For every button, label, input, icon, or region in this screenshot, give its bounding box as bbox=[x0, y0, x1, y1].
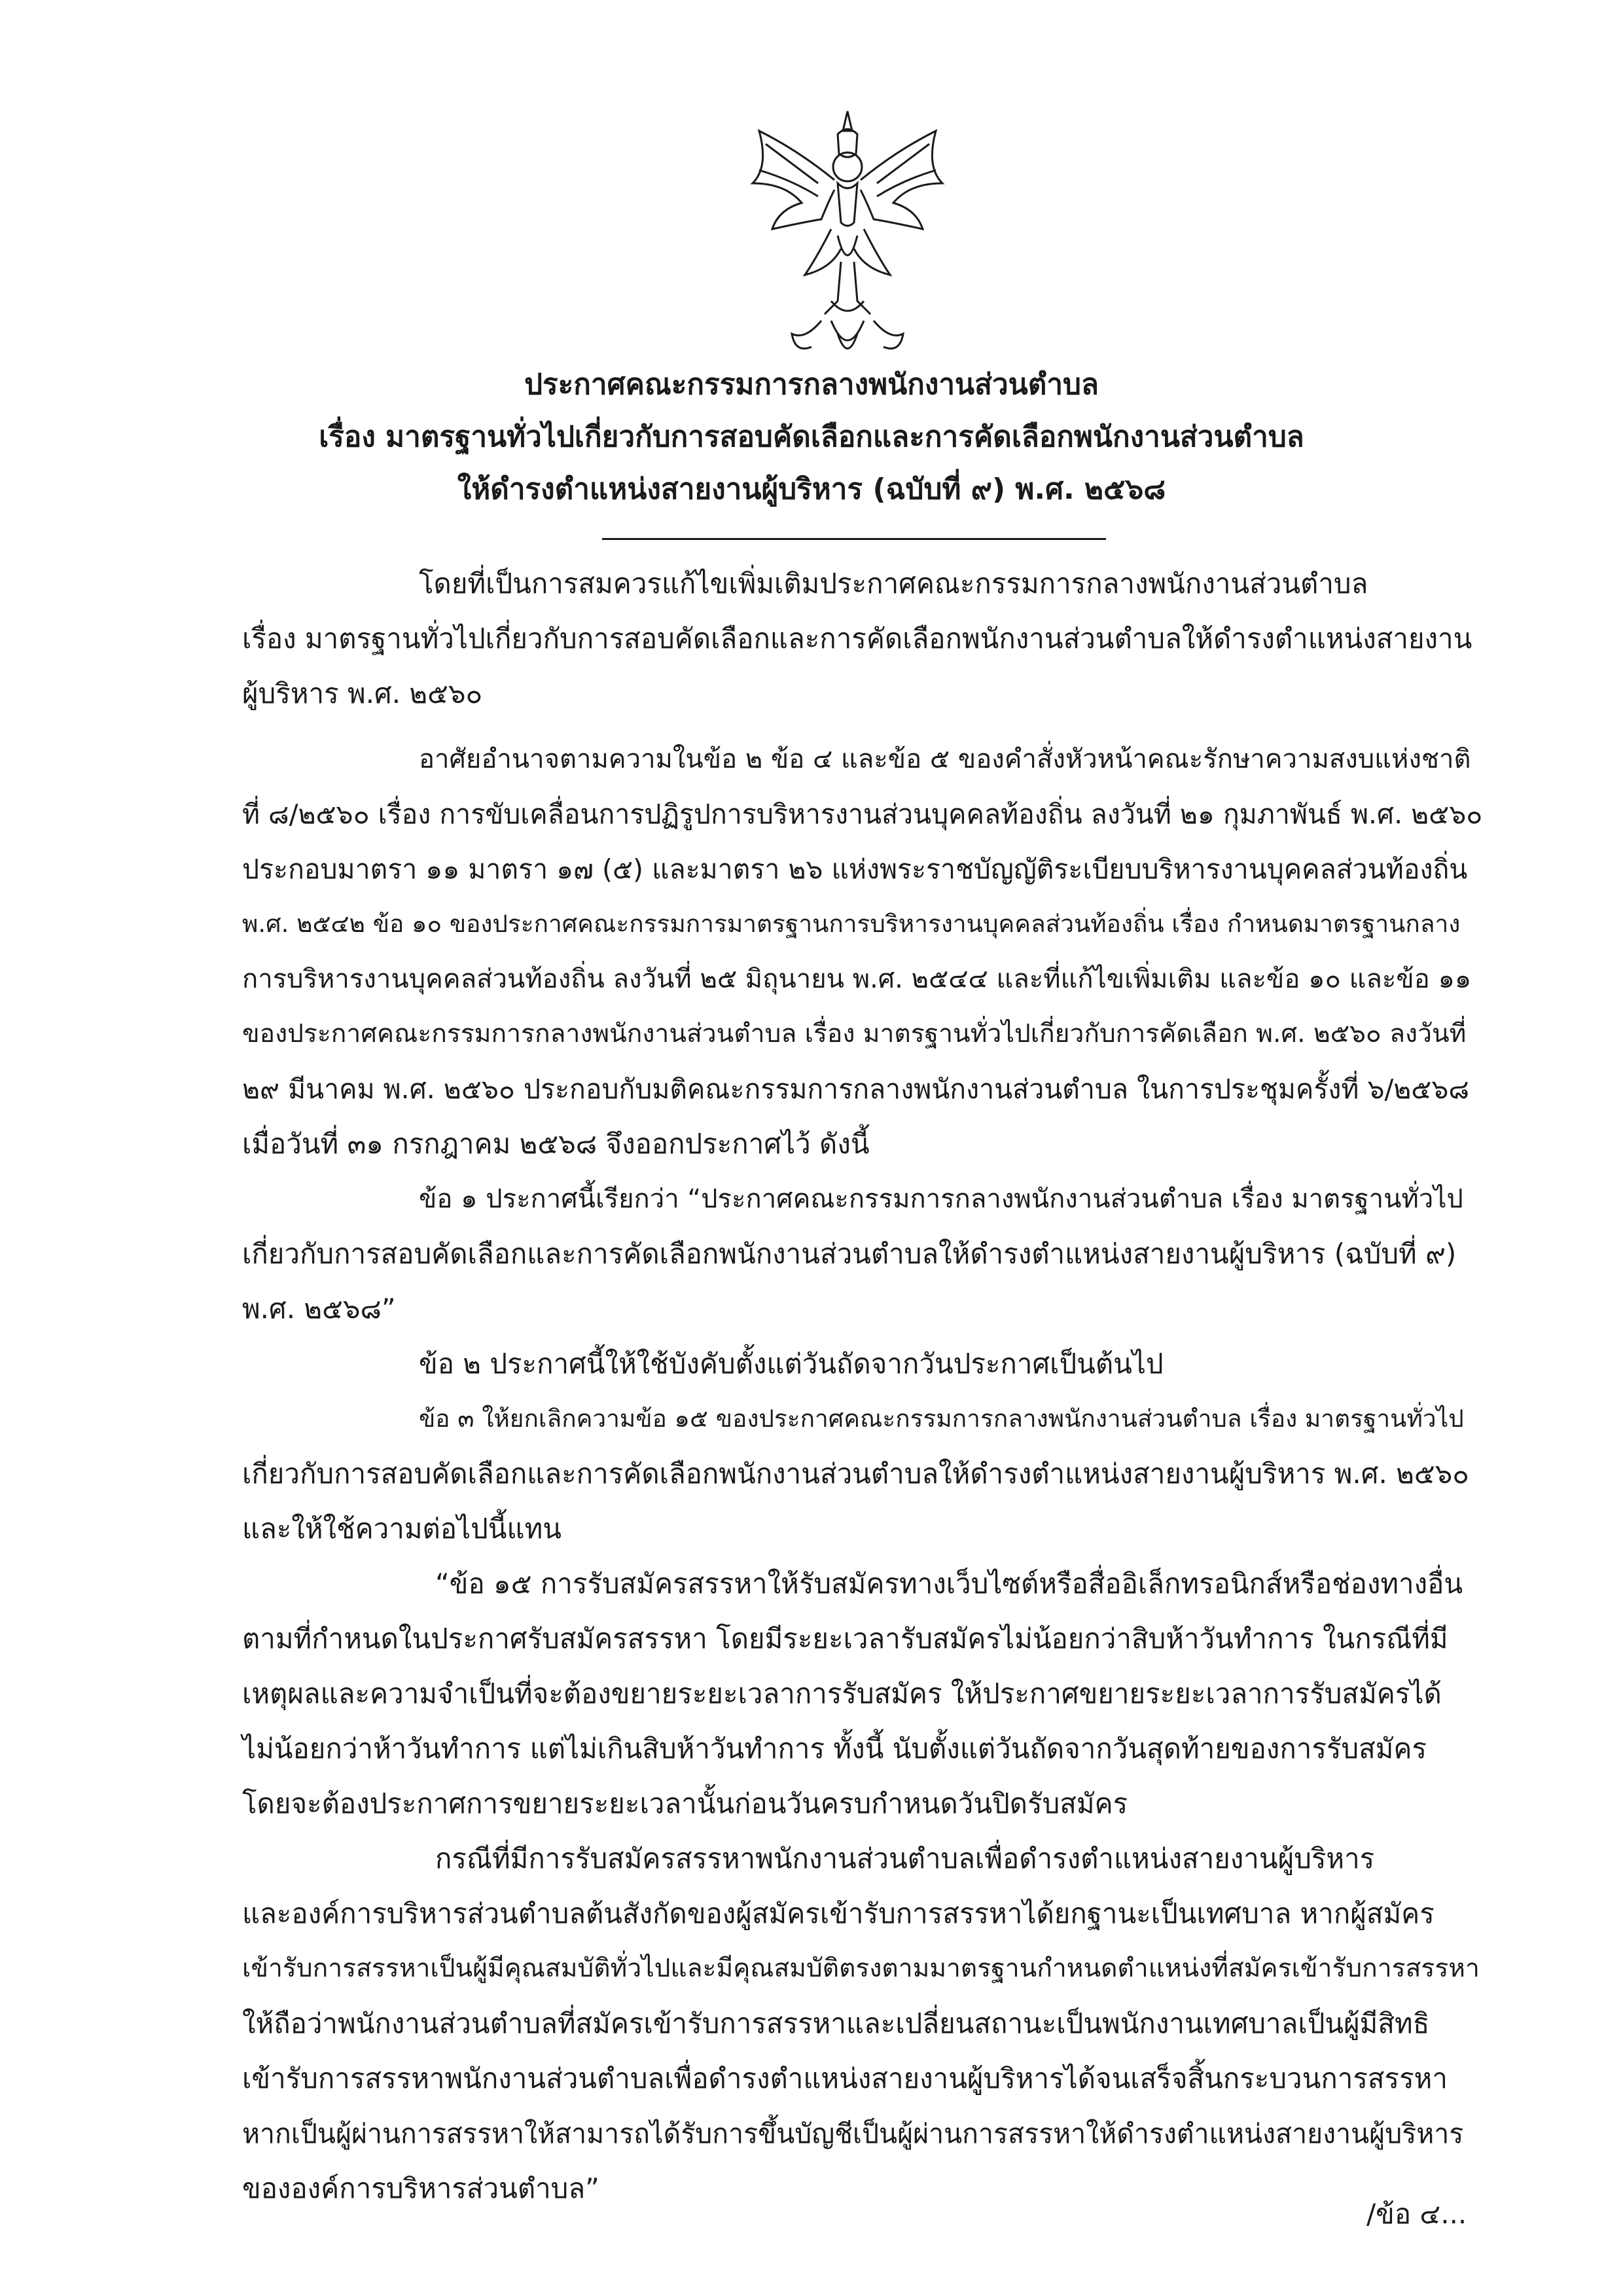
paragraph-line: การบริหารงานบุคคลส่วนท้องถิ่น ลงวันที่ ๒๕ มิถุนายน พ.ศ. ๒๕๔๔ และที่แก้ไขเพิ่มเติม และข้อ ๑๐ และข้อ ๑๑ bbox=[242, 964, 1472, 994]
quoted-clause-line: ให้ถือว่าพนักงานส่วนตำบลที่สมัครเข้ารับการสรรหาและเปลี่ยนสถานะเป็นพนักงานเทศบาลเป็นผู้มีสิทธิ bbox=[242, 2007, 1430, 2039]
quoted-clause-line: กรณีที่มีการรับสมัครสรรหาพนักงานส่วนตำบลเพื่อดำรงตำแหน่งสายงานผู้บริหาร bbox=[435, 1842, 1375, 1874]
quoted-clause-line: ขององค์การบริหารส่วนตำบล” bbox=[242, 2172, 599, 2204]
quoted-clause-line: เข้ารับการสรรหาพนักงานส่วนตำบลเพื่อดำรงตำแหน่งสายงานผู้บริหารได้จนเสร็จสิ้นกระบวนการสรรหา bbox=[242, 2062, 1448, 2094]
quoted-clause-line: และองค์การบริหารส่วนตำบลต้นสังกัดของผู้สมัครเข้ารับการสรรหาได้ยกฐานะเป็นเทศบาล หากผู้สมัคร bbox=[242, 1897, 1435, 1929]
paragraph-line: ๒๙ มีนาคม พ.ศ. ๒๕๖๐ ประกอบกับมติคณะกรรมการกลางพนักงานส่วนตำบล ในการประชุมครั้งที่ ๖/๒๕๖๘ bbox=[242, 1073, 1469, 1105]
paragraph-line: ที่ ๘/๒๕๖๐ เรื่อง การขับเคลื่อนการปฏิรูปการบริหารงานส่วนบุคคลท้องถิ่น ลงวันที่ ๒๑ กุมภาพันธ์ พ.ศ. ๒๕๖๐ bbox=[242, 798, 1483, 830]
quoted-clause-line: ตามที่กำหนดในประกาศรับสมัครสรรหา โดยมีระยะเวลารับสมัครไม่น้อยกว่าสิบห้าวันทำการ ในกรณีที่มี bbox=[242, 1623, 1448, 1655]
clause-line: พ.ศ. ๒๕๖๘” bbox=[242, 1293, 396, 1325]
quoted-clause-line: ไม่น้อยกว่าห้าวันทำการ แต่ไม่เกินสิบห้าวันทำการ ทั้งนี้ นับตั้งแต่วันถัดจากวันสุดท้ายของการรับสมัคร bbox=[242, 1732, 1427, 1765]
announcement-subject: เรื่อง มาตรฐานทั่วไปเกี่ยวกับการสอบคัดเลือกและการคัดเลือกพนักงานส่วนตำบล bbox=[319, 420, 1304, 454]
paragraph-line: ผู้บริหาร พ.ศ. ๒๕๖๐ bbox=[242, 677, 483, 709]
clause-line: และให้ใช้ความต่อไปนี้แทน bbox=[242, 1513, 562, 1545]
paragraph-line: เรื่อง มาตรฐานทั่วไปเกี่ยวกับการสอบคัดเลือกและการคัดเลือกพนักงานส่วนตำบลให้ดำรงตำแหน่งสายงาน bbox=[242, 622, 1472, 655]
page-continuation: /ข้อ ๔... bbox=[1366, 2198, 1467, 2230]
title-divider bbox=[602, 538, 1106, 540]
clause-line: ข้อ ๒ ประกาศนี้ให้ใช้บังคับตั้งแต่วันถัดจากวันประกาศเป็นต้นไป bbox=[419, 1348, 1164, 1380]
clause-line: เกี่ยวกับการสอบคัดเลือกและการคัดเลือกพนักงานส่วนตำบลให้ดำรงตำแหน่งสายงานผู้บริหาร พ.ศ. ๒๕๖๐ bbox=[242, 1458, 1469, 1490]
quoted-clause-line: เหตุผลและความจำเป็นที่จะต้องขยายระยะเวลาการรับสมัคร ให้ประกาศขยายระยะเวลาการรับสมัครได้ bbox=[242, 1677, 1442, 1710]
clause-line: เกี่ยวกับการสอบคัดเลือกและการคัดเลือกพนักงานส่วนตำบลให้ดำรงตำแหน่งสายงานผู้บริหาร (ฉบับที่ ๙) bbox=[242, 1238, 1457, 1270]
paragraph-line: โดยที่เป็นการสมควรแก้ไขเพิ่มเติมประกาศคณะกรรมการกลางพนักงานส่วนตำบล bbox=[419, 567, 1368, 600]
paragraph-line: ของประกาศคณะกรรมการกลางพนักงานส่วนตำบล เรื่อง มาตรฐานทั่วไปเกี่ยวกับการคัดเลือก พ.ศ. ๒๕๖๐ ลงวันที่ bbox=[242, 1019, 1467, 1049]
clause-line: ข้อ ๓ ให้ยกเลิกความข้อ ๑๕ ของประกาศคณะกรรมการกลางพนักงานส่วนตำบล เรื่อง มาตรฐานทั่วไป bbox=[419, 1405, 1464, 1433]
announcement-edition: ให้ดำรงตำแหน่งสายงานผู้บริหาร (ฉบับที่ ๙) พ.ศ. ๒๕๖๘ bbox=[457, 473, 1166, 506]
quoted-clause-line: หากเป็นผู้ผ่านการสรรหาให้สามารถได้รับการขึ้นบัญชีเป็นผู้ผ่านการสรรหาให้ดำรงตำแหน่งสายงานผู้บริหาร bbox=[242, 2118, 1464, 2149]
garuda-emblem bbox=[740, 105, 955, 373]
quoted-clause-line: เข้ารับการสรรหาเป็นผู้มีคุณสมบัติทั่วไปและมีคุณสมบัติตรงตามมาตรฐานกำหนดตำแหน่งที่สมัครเข้ารับการสรรหา bbox=[242, 1954, 1480, 1983]
paragraph-line: อาศัยอำนาจตามความในข้อ ๒ ข้อ ๔ และข้อ ๕ ของคำสั่งหัวหน้าคณะรักษาความสงบแห่งชาติ bbox=[419, 744, 1471, 774]
announcement-title: ประกาศคณะกรรมการกลางพนักงานส่วนตำบล bbox=[524, 368, 1099, 401]
clause-line: ข้อ ๑ ประกาศนี้เรียกว่า “ประกาศคณะกรรมการกลางพนักงานส่วนตำบล เรื่อง มาตรฐานทั่วไป bbox=[419, 1184, 1463, 1214]
paragraph-line: ประกอบมาตรา ๑๑ มาตรา ๑๗ (๕) และมาตรา ๒๖ แห่งพระราชบัญญัติระเบียบบริหารงานบุคคลส่วนท้องถิ่น bbox=[242, 853, 1468, 885]
quoted-clause-line: “ข้อ ๑๕ การรับสมัครสรรหาให้รับสมัครทางเว็บไซต์หรือสื่ออิเล็กทรอนิกส์หรือช่องทางอื่น bbox=[435, 1568, 1463, 1600]
paragraph-line: เมื่อวันที่ ๓๑ กรกฎาคม ๒๕๖๘ จึงออกประกาศไว้ ดังนี้ bbox=[242, 1128, 870, 1160]
quoted-clause-line: โดยจะต้องประกาศการขยายระยะเวลานั้นก่อนวันครบกำหนดวันปิดรับสมัคร bbox=[242, 1787, 1128, 1820]
paragraph-line: พ.ศ. ๒๕๔๒ ข้อ ๑๐ ของประกาศคณะกรรมการมาตรฐานการบริหารงานบุคคลส่วนท้องถิ่น เรื่อง กำหนดมาตรฐานกลาง bbox=[242, 910, 1461, 938]
